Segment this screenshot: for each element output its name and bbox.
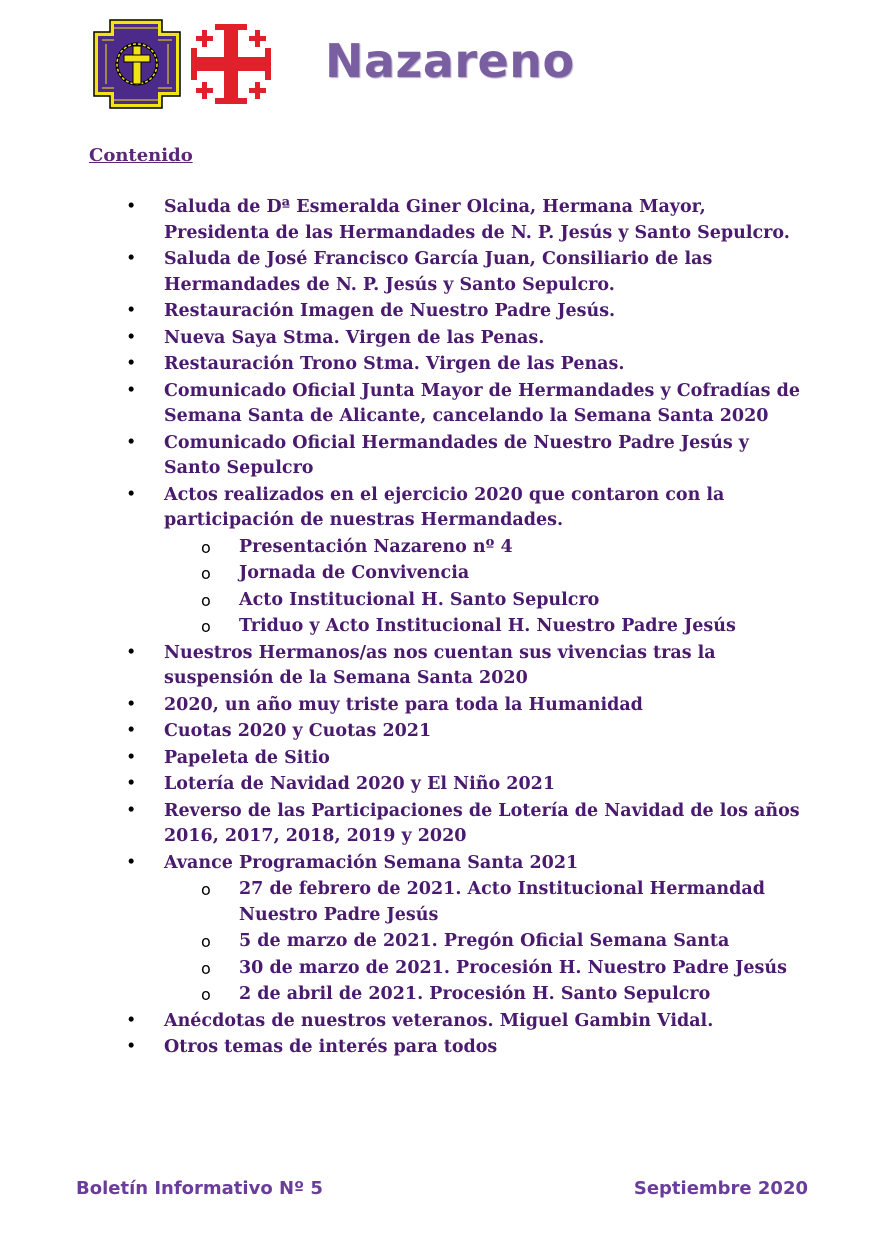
toc-item: • Restauración Trono Stma. Virgen de las Penas. xyxy=(0,352,804,378)
toc-item: • Comunicado Oficial Junta Mayor de Hermandades y Cofradías de Semana Santa de Alicante, cancelando la Semana Santa 2020 xyxy=(0,379,804,430)
toc-subitem: o 30 de marzo de 2021. Procesión H. Nuestro Padre Jesús xyxy=(0,956,799,982)
toc-item: • Cuotas 2020 y Cuotas 2021 xyxy=(0,719,804,745)
toc-item: • Papeleta de Sitio xyxy=(0,746,804,772)
toc-subitem: o Acto Institucional H. Santo Sepulcro xyxy=(0,588,799,614)
contents-heading: Contenido xyxy=(89,145,193,166)
toc-item: • Nueva Saya Stma. Virgen de las Penas. xyxy=(0,326,804,352)
toc-subitem: o 27 de febrero de 2021. Acto Institucional Hermandad Nuestro Padre Jesús xyxy=(0,877,799,928)
toc-item: • Comunicado Oficial Hermandades de Nuestro Padre Jesús y Santo Sepulcro xyxy=(0,431,804,482)
nazareno-shield-logo xyxy=(92,18,277,110)
toc-subitem: o Jornada de Convivencia xyxy=(0,561,799,587)
toc-subitem: o Triduo y Acto Institucional H. Nuestro Padre Jesús xyxy=(0,614,799,640)
toc-subitem: o Presentación Nazareno nº 4 xyxy=(0,535,799,561)
header-logos xyxy=(92,18,277,110)
toc-item: • Saluda de Dª Esmeralda Giner Olcina, Hermana Mayor, Presidenta de las Hermandades de N. P. Jesús y Santo Sepulcro. xyxy=(0,195,804,246)
page-title: Nazareno xyxy=(325,34,575,88)
toc-item: • 2020, un año muy triste para toda la Humanidad xyxy=(0,693,804,719)
toc-item: • Anécdotas de nuestros veteranos. Miguel Gambin Vidal. xyxy=(0,1009,804,1035)
toc-item: • Otros temas de interés para todos xyxy=(0,1035,804,1061)
toc-item: • Actos realizados en el ejercicio 2020 que contaron con la participación de nuestras Hermandades. xyxy=(0,483,804,534)
footer-date: Septiembre 2020 xyxy=(633,1178,808,1199)
toc-item: • Lotería de Navidad 2020 y El Niño 2021 xyxy=(0,772,804,798)
toc-subitem: o 2 de abril de 2021. Procesión H. Santo Sepulcro xyxy=(0,982,799,1008)
table-of-contents xyxy=(0,195,875,1062)
toc-item: • Reverso de las Participaciones de Lotería de Navidad de los años 2016, 2017, 2018, 2019 y 2020 xyxy=(0,799,804,850)
toc-item: • Avance Programación Semana Santa 2021 xyxy=(0,851,804,877)
toc-item: • Saluda de José Francisco García Juan, Consiliario de las Hermandades de N. P. Jesús y Santo Sepulcro. xyxy=(0,247,804,298)
toc-subitem: o 5 de marzo de 2021. Pregón Oficial Semana Santa xyxy=(0,929,799,955)
footer-bulletin-number: Boletín Informativo Nº 5 xyxy=(76,1178,323,1199)
toc-item: • Nuestros Hermanos/as nos cuentan sus vivencias tras la suspensión de la Semana Santa 2020 xyxy=(0,641,804,692)
toc-item: • Restauración Imagen de Nuestro Padre Jesús. xyxy=(0,299,804,325)
